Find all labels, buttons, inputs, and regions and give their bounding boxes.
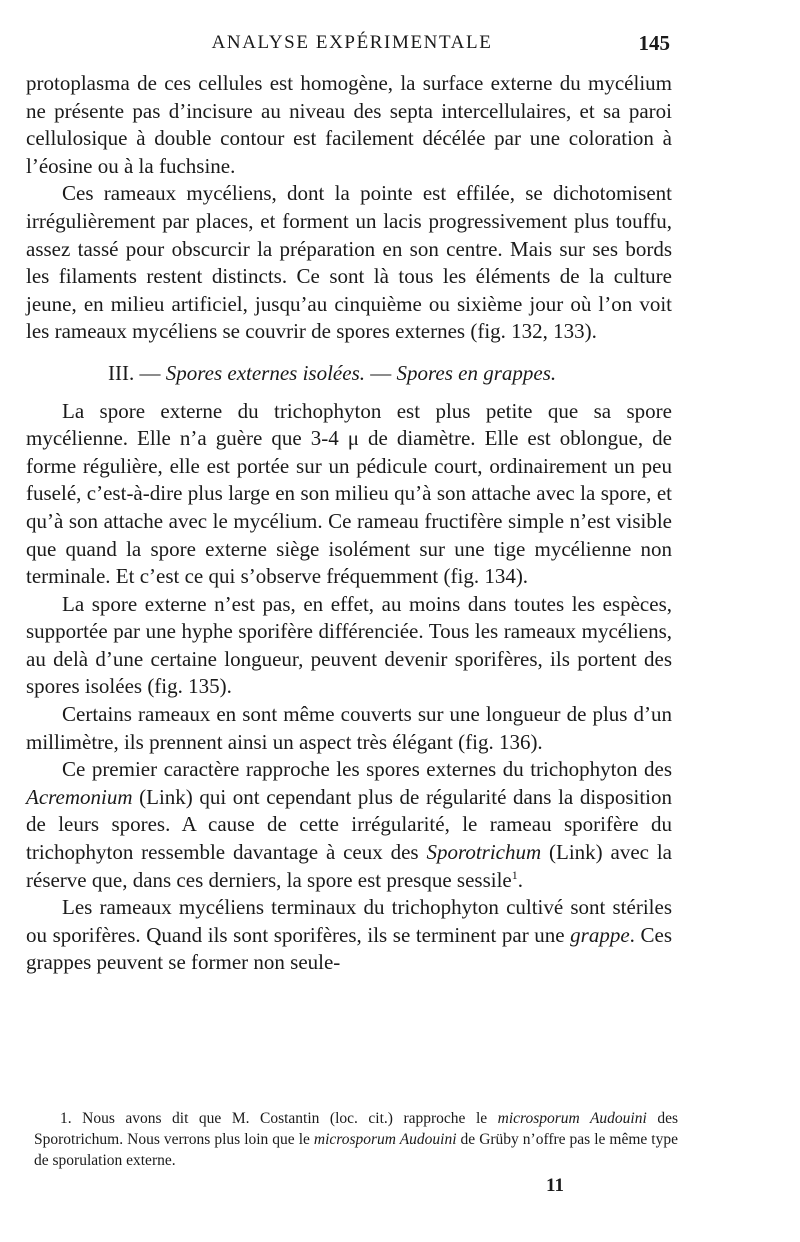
paragraph-7-text-1: Les rameaux mycéliens terminaux du trichophyton cultivé sont stériles ou sporifères. Quand ils sont sporifères, ils se terminent par une: [26, 895, 672, 947]
footnote-species-1: microsporum Audouini: [497, 1110, 647, 1127]
term-grappe: grappe: [570, 922, 630, 947]
footnote-species-2: microsporum Audouini: [313, 1131, 457, 1148]
footnote-text-2: des Sporotrichum. Nous verrons plus loin que le: [34, 1110, 678, 1148]
section-title-a: Spores externes isolées.: [165, 360, 365, 385]
paragraph-1: protoplasma de ces cellules est homogène, la surface externe du mycélium ne présente pas d’incisure au niveau des septa intercellulaires, et sa paroi cellulosique à double contour est facilement décélée par une coloration à l’éosine ou à la fuchsine.: [26, 71, 672, 178]
footnote-text-3: de Grüby n’offre pas le même type de sporulation externe.: [34, 1131, 678, 1169]
paragraph-6-text-2: (Link) qui ont cependant plus de régularité dans la disposition de leurs spores. A cause de cette irrégularité, le rameau sporifère du trichophyton ressemble davantage à ceux des: [26, 784, 672, 865]
paragraph-7: [26, 894, 672, 977]
body-text: [26, 70, 672, 977]
page-header: [34, 28, 670, 58]
section-heading: [26, 360, 672, 388]
paragraph-6-text-4: .: [517, 867, 523, 892]
paragraph-6-text-3: (Link) avec la réserve que, dans ces derniers, la spore est presque sessile: [26, 840, 672, 892]
paragraph-4: La spore externe n’est pas, en effet, au moins dans toutes les espèces, supportée par une hyphe sporifère différenciée. Tous les rameaux mycéliens, au delà d’une certaine longueur, peuvent devenir sporifères, ils portent des spores isolées (fig. 135).: [26, 591, 672, 699]
paragraph-6-text-1: Ce premier caractère rapproche les spores externes du trichophyton des: [62, 757, 672, 782]
footnote-reference[interactable]: 1: [511, 867, 518, 882]
footnote-text-1: 1. Nous avons dit que M. Costantin (loc. cit.) rapproche le: [60, 1110, 498, 1127]
section-title-b: Spores en grappes.: [396, 360, 557, 385]
running-title: ANALYSE EXPÉRIMENTALE: [211, 32, 493, 53]
genus-sporotrichum: Sporotrichum: [426, 840, 542, 865]
page-number: 145: [638, 31, 670, 55]
paragraph-7-text-2: . Ces grappes peuvent se former non seule-: [26, 922, 672, 975]
footnote-text: [34, 1108, 678, 1171]
paragraph-5: Certains rameaux en sont même couverts sur une longueur de plus d’un millimètre, ils prennent ainsi un aspect très élégant (fig. 136).: [26, 702, 672, 754]
paragraph-3: La spore externe du trichophyton est plus petite que sa spore mycélienne. Elle n’a guère que 3-4 μ de diamètre. Elle est oblongue, de forme régulière, elle est portée sur un pédicule court, ordinairement un peu fuselé, c’est-à-dire plus large en son milieu qu’à son attache avec la spore, et qu’à son attache avec le mycélium. Ce rameau fructifère simple n’est visible que quand la spore externe siège isolément sur une tige mycélienne non terminale. Et c’est ce qui s’observe fréquemment (fig. 134).: [26, 398, 672, 589]
section-number: III.: [108, 360, 135, 385]
printer-signature: 11: [546, 1175, 564, 1196]
paragraph-2: Ces rameaux mycéliens, dont la pointe est effilée, se dichotomisent irrégulièrement par places, et forment un lacis progressivement plus touffu, assez tassé pour obscurcir la préparation en son centre. Mais sur ses bords les filaments restent distincts. Ce sont là tous les éléments de la culture jeune, en milieu artificiel, jusqu’au cinquième ou sixième jour où l’on voit les rameaux mycéliens se couvrir de spores externes (fig. 132, 133).: [26, 181, 672, 344]
section-dash-2: —: [365, 360, 397, 385]
genus-acremonium: Acremonium: [26, 784, 133, 809]
footnote: [34, 1108, 678, 1171]
paragraph-6: [26, 756, 672, 894]
section-dash-1: —: [134, 360, 166, 385]
